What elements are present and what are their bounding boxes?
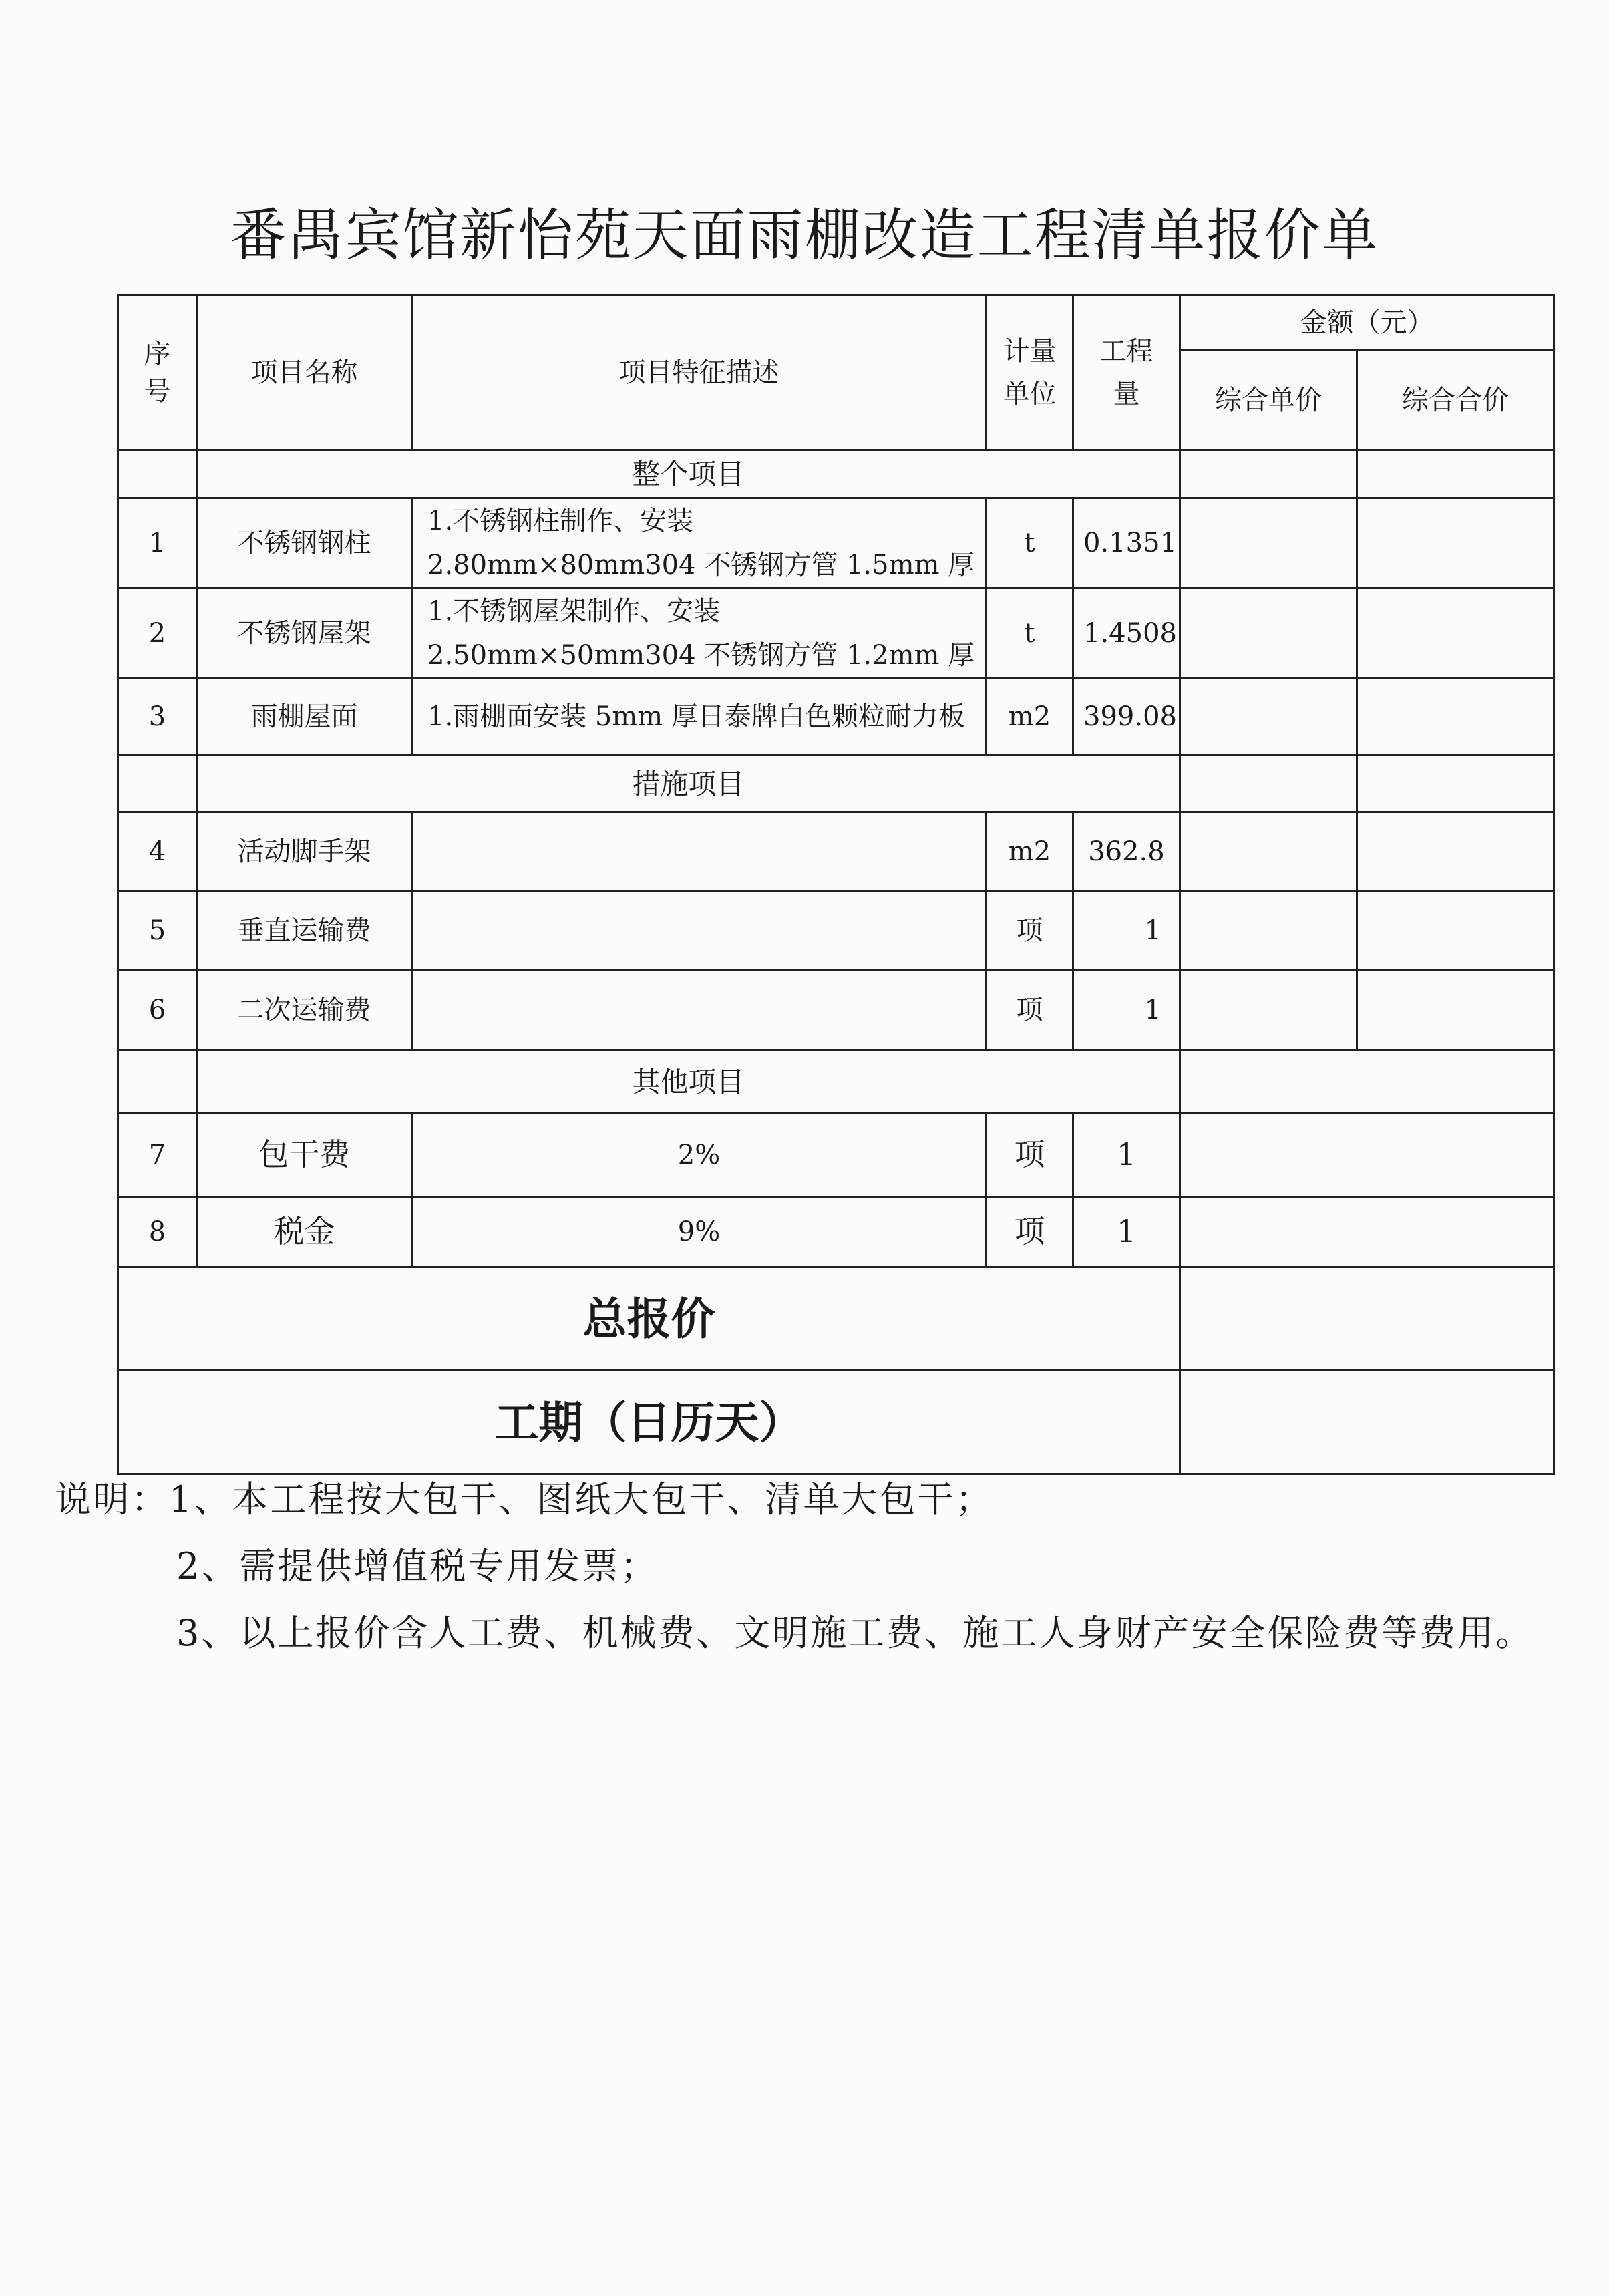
row-unit: t xyxy=(987,498,1073,589)
row-total-price xyxy=(1357,589,1554,679)
row-name: 活动脚手架 xyxy=(197,812,412,891)
row-unit-price xyxy=(1180,970,1357,1050)
row-unit: 项 xyxy=(987,1197,1073,1267)
notes-block xyxy=(55,1466,1534,1667)
section-row-measures xyxy=(118,756,1554,812)
row-name: 垂直运输费 xyxy=(197,891,412,970)
row-desc: 1.雨棚面安装 5mm 厚日泰牌白色颗粒耐力板 xyxy=(412,679,987,756)
row-unit-price xyxy=(1180,679,1357,756)
table-row xyxy=(118,679,1554,756)
header-total-price: 综合合价 xyxy=(1357,350,1554,450)
row-qty: 1.4508 xyxy=(1073,589,1180,679)
header-desc: 项目特征描述 xyxy=(412,295,987,450)
section-label-measures: 措施项目 xyxy=(197,756,1180,812)
row-qty: 0.1351 xyxy=(1073,498,1180,589)
section-row-whole xyxy=(118,450,1554,498)
row-name: 不锈钢屋架 xyxy=(197,589,412,679)
header-name: 项目名称 xyxy=(197,295,412,450)
quote-table xyxy=(117,294,1555,1475)
table-row xyxy=(118,1114,1554,1197)
row-desc: 1.不锈钢屋架制作、安装 2.50mm×50mm304 不锈钢方管 1.2mm 厚 xyxy=(412,589,987,679)
total-value xyxy=(1180,1267,1554,1371)
table-row xyxy=(118,970,1554,1050)
row-desc xyxy=(412,970,987,1050)
period-label: 工期（日历天） xyxy=(118,1371,1180,1474)
row-desc: 9% xyxy=(412,1197,987,1267)
row-unit: t xyxy=(987,589,1073,679)
row-total-price xyxy=(1357,970,1554,1050)
row-seq: 2 xyxy=(118,589,197,679)
table-row xyxy=(118,1197,1554,1267)
row-desc: 2% xyxy=(412,1114,987,1197)
header-unit-price: 综合单价 xyxy=(1180,350,1357,450)
row-unit-price xyxy=(1180,498,1357,589)
row-total-price xyxy=(1357,498,1554,589)
header-seq: 序号 xyxy=(118,295,197,450)
notes-prefix: 说明： xyxy=(55,1478,169,1520)
row-amount xyxy=(1180,1197,1554,1267)
row-unit: 项 xyxy=(987,970,1073,1050)
row-qty: 1 xyxy=(1073,1197,1180,1267)
period-value xyxy=(1180,1371,1554,1474)
row-name: 二次运输费 xyxy=(197,970,412,1050)
row-seq: 1 xyxy=(118,498,197,589)
row-unit: 项 xyxy=(987,1114,1073,1197)
table-row xyxy=(118,498,1554,589)
row-qty: 1 xyxy=(1073,970,1180,1050)
table-row xyxy=(118,891,1554,970)
row-seq: 5 xyxy=(118,891,197,970)
row-unit: 项 xyxy=(987,891,1073,970)
row-name: 包干费 xyxy=(197,1114,412,1197)
row-total-price xyxy=(1357,812,1554,891)
row-desc xyxy=(412,812,987,891)
row-unit-price xyxy=(1180,589,1357,679)
header-qty: 工程量 xyxy=(1073,295,1180,450)
row-seq: 7 xyxy=(118,1114,197,1197)
total-row xyxy=(118,1267,1554,1371)
row-unit-price xyxy=(1180,891,1357,970)
table-header-row xyxy=(118,295,1554,350)
row-name: 税金 xyxy=(197,1197,412,1267)
row-desc: 1.不锈钢柱制作、安装 2.80mm×80mm304 不锈钢方管 1.5mm 厚 xyxy=(412,498,987,589)
header-unit: 计量单位 xyxy=(987,295,1073,450)
row-total-price xyxy=(1357,679,1554,756)
period-row xyxy=(118,1371,1554,1474)
section-label-whole: 整个项目 xyxy=(197,450,1180,498)
header-amount: 金额（元） xyxy=(1180,295,1554,350)
row-seq: 4 xyxy=(118,812,197,891)
table-row xyxy=(118,812,1554,891)
row-name: 不锈钢钢柱 xyxy=(197,498,412,589)
row-seq: 8 xyxy=(118,1197,197,1267)
row-unit-price xyxy=(1180,812,1357,891)
page-title: 番禺宾馆新怡苑天面雨棚改造工程清单报价单 xyxy=(230,202,1379,268)
section-label-other: 其他项目 xyxy=(197,1050,1180,1114)
total-label: 总报价 xyxy=(118,1267,1180,1371)
note-item: 说明：1、本工程按大包干、图纸大包干、清单大包干； xyxy=(55,1478,994,1520)
row-desc xyxy=(412,891,987,970)
section-row-other xyxy=(118,1050,1554,1114)
row-seq: 3 xyxy=(118,679,197,756)
row-name: 雨棚屋面 xyxy=(197,679,412,756)
row-unit: m2 xyxy=(987,679,1073,756)
row-total-price xyxy=(1357,891,1554,970)
note-item: 3、以上报价含人工费、机械费、文明施工费、施工人身财产安全保险费等费用。 xyxy=(176,1612,1534,1654)
row-unit: m2 xyxy=(987,812,1073,891)
row-qty: 1 xyxy=(1073,891,1180,970)
row-qty: 1 xyxy=(1073,1114,1180,1197)
row-seq: 6 xyxy=(118,970,197,1050)
row-amount xyxy=(1180,1114,1554,1197)
row-qty: 399.08 xyxy=(1073,679,1180,756)
table-row xyxy=(118,589,1554,679)
note-item: 2、需提供增值税专用发票； xyxy=(176,1545,659,1587)
row-qty: 362.8 xyxy=(1073,812,1180,891)
